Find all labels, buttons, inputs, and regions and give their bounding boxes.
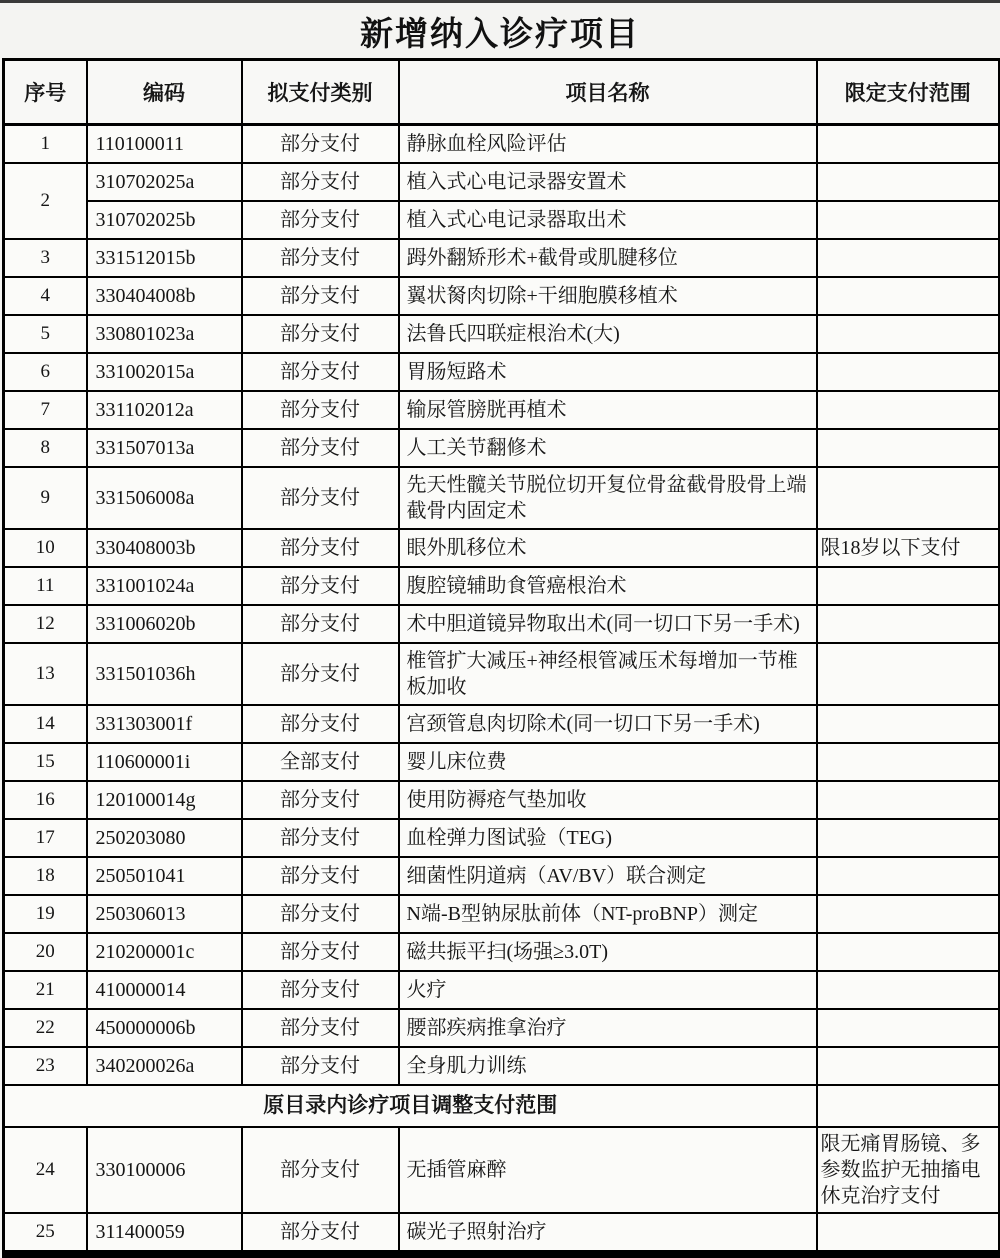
item-name-cell: 腰部疾病推拿治疗 (399, 1009, 817, 1047)
item-name-cell: 先天性髋关节脱位切开复位骨盆截骨股骨上端截骨内固定术 (399, 467, 817, 529)
payment-scope-cell (817, 277, 1000, 315)
treatment-items-table (2, 58, 1000, 1258)
payment-scope-cell (817, 895, 1000, 933)
pay-category-cell: 全部支付 (242, 743, 399, 781)
payment-scope-cell (817, 1085, 1000, 1127)
pay-category-cell: 部分支付 (242, 1047, 399, 1085)
row-number-cell: 13 (4, 643, 87, 705)
table-row (4, 643, 1000, 705)
table-row (4, 467, 1000, 529)
table-row (4, 353, 1000, 391)
col-header-code: 编码 (87, 60, 242, 125)
item-name-cell: 翼状胬肉切除+干细胞膜移植术 (399, 277, 817, 315)
payment-scope-cell (817, 315, 1000, 353)
item-name-cell: 人工关节翻修术 (399, 429, 817, 467)
code-cell: 331501036h (87, 643, 242, 705)
code-cell: 331506008a (87, 467, 242, 529)
code-cell: 331512015b (87, 239, 242, 277)
table-row (4, 567, 1000, 605)
table-row (4, 125, 1000, 164)
pay-category-cell: 部分支付 (242, 1009, 399, 1047)
item-name-cell: 胃肠短路术 (399, 353, 817, 391)
row-number-cell: 22 (4, 1009, 87, 1047)
row-number-cell: 11 (4, 567, 87, 605)
pay-category-cell: 部分支付 (242, 781, 399, 819)
payment-scope-cell (817, 605, 1000, 643)
table-row (4, 1127, 1000, 1213)
table-body (4, 125, 1000, 1255)
col-header-pay-category: 拟支付类别 (242, 60, 399, 125)
row-number-cell: 19 (4, 895, 87, 933)
row-number-cell: 18 (4, 857, 87, 895)
row-number-cell: 7 (4, 391, 87, 429)
code-cell: 110100011 (87, 125, 242, 164)
code-cell: 310702025b (87, 201, 242, 239)
pay-category-cell: 部分支付 (242, 239, 399, 277)
col-header-serial-number: 序号 (4, 60, 87, 125)
row-number-cell: 6 (4, 353, 87, 391)
code-cell: 250203080 (87, 819, 242, 857)
item-name-cell: 静脉血栓风险评估 (399, 125, 817, 164)
code-cell: 330404008b (87, 277, 242, 315)
table-row (4, 277, 1000, 315)
row-number-cell: 9 (4, 467, 87, 529)
table-row (4, 743, 1000, 781)
payment-scope-cell (817, 353, 1000, 391)
payment-scope-cell (817, 201, 1000, 239)
table-row (4, 857, 1000, 895)
row-number-cell: 1 (4, 125, 87, 164)
pay-category-cell: 部分支付 (242, 1213, 399, 1254)
row-number-cell: 2 (4, 163, 87, 239)
table-row (4, 163, 1000, 201)
item-name-cell: 法鲁氏四联症根治术(大) (399, 315, 817, 353)
payment-scope-cell (817, 239, 1000, 277)
item-name-cell: 使用防褥疮气垫加收 (399, 781, 817, 819)
item-name-cell: 婴儿床位费 (399, 743, 817, 781)
item-name-cell: 全身肌力训练 (399, 1047, 817, 1085)
pay-category-cell: 部分支付 (242, 125, 399, 164)
item-name-cell: 细菌性阴道病（AV/BV）联合测定 (399, 857, 817, 895)
section-header-cell: 原目录内诊疗项目调整支付范围 (4, 1085, 817, 1127)
code-cell: 120100014g (87, 781, 242, 819)
pay-category-cell: 部分支付 (242, 605, 399, 643)
payment-scope-cell (817, 163, 1000, 201)
item-name-cell: 无插管麻醉 (399, 1127, 817, 1213)
row-number-cell: 21 (4, 971, 87, 1009)
code-cell: 340200026a (87, 1047, 242, 1085)
item-name-cell: 碳光子照射治疗 (399, 1213, 817, 1254)
code-cell: 330100006 (87, 1127, 242, 1213)
pay-category-cell: 部分支付 (242, 277, 399, 315)
row-number-cell: 5 (4, 315, 87, 353)
pay-category-cell: 部分支付 (242, 163, 399, 201)
pay-category-cell: 部分支付 (242, 429, 399, 467)
col-header-item-name: 项目名称 (399, 60, 817, 125)
table-row (4, 705, 1000, 743)
pay-category-cell: 部分支付 (242, 315, 399, 353)
table-row (4, 529, 1000, 567)
table-row (4, 781, 1000, 819)
payment-scope-cell (817, 971, 1000, 1009)
table-row (4, 605, 1000, 643)
row-number-cell: 16 (4, 781, 87, 819)
code-cell: 310702025a (87, 163, 242, 201)
item-name-cell: 眼外肌移位术 (399, 529, 817, 567)
payment-scope-cell (817, 819, 1000, 857)
row-number-cell: 14 (4, 705, 87, 743)
item-name-cell: 植入式心电记录器安置术 (399, 163, 817, 201)
table-row (4, 391, 1000, 429)
payment-scope-cell (817, 781, 1000, 819)
pay-category-cell: 部分支付 (242, 705, 399, 743)
row-number-cell: 12 (4, 605, 87, 643)
table-row (4, 819, 1000, 857)
payment-scope-cell (817, 391, 1000, 429)
table-row (4, 933, 1000, 971)
payment-scope-cell (817, 1009, 1000, 1047)
pay-category-cell: 部分支付 (242, 895, 399, 933)
payment-scope-cell (817, 1047, 1000, 1085)
row-number-cell: 8 (4, 429, 87, 467)
row-number-cell: 25 (4, 1213, 87, 1254)
section-header-row (4, 1085, 1000, 1127)
payment-scope-cell (817, 743, 1000, 781)
pay-category-cell: 部分支付 (242, 1127, 399, 1213)
row-number-cell: 20 (4, 933, 87, 971)
code-cell: 331006020b (87, 605, 242, 643)
payment-scope-cell: 限18岁以下支付 (817, 529, 1000, 567)
table-row (4, 971, 1000, 1009)
code-cell: 330408003b (87, 529, 242, 567)
pay-category-cell: 部分支付 (242, 529, 399, 567)
pay-category-cell: 部分支付 (242, 201, 399, 239)
item-name-cell: 𧿹外翻矫形术+截骨或肌腱移位 (399, 239, 817, 277)
code-cell: 250501041 (87, 857, 242, 895)
table-row (4, 201, 1000, 239)
code-cell: 331102012a (87, 391, 242, 429)
pay-category-cell: 部分支付 (242, 643, 399, 705)
table-row (4, 1009, 1000, 1047)
pay-category-cell: 部分支付 (242, 467, 399, 529)
code-cell: 110600001i (87, 743, 242, 781)
payment-scope-cell (817, 567, 1000, 605)
row-number-cell: 10 (4, 529, 87, 567)
pay-category-cell: 部分支付 (242, 971, 399, 1009)
pay-category-cell: 部分支付 (242, 933, 399, 971)
code-cell: 210200001c (87, 933, 242, 971)
pay-category-cell: 部分支付 (242, 567, 399, 605)
code-cell: 331303001f (87, 705, 242, 743)
table-row (4, 1213, 1000, 1254)
item-name-cell: 磁共振平扫(场强≥3.0T) (399, 933, 817, 971)
payment-scope-cell (817, 467, 1000, 529)
payment-scope-cell (817, 125, 1000, 164)
payment-scope-cell (817, 429, 1000, 467)
page-title: 新增纳入诊疗项目 (360, 17, 640, 53)
table-row (4, 239, 1000, 277)
code-cell: 311400059 (87, 1213, 242, 1254)
row-number-cell: 3 (4, 239, 87, 277)
payment-scope-cell (817, 857, 1000, 895)
table-header-row (4, 60, 1000, 125)
table-row (4, 895, 1000, 933)
payment-scope-cell: 限无痛胃肠镜、多参数监护无抽搐电休克治疗支付 (817, 1127, 1000, 1213)
table-row (4, 315, 1000, 353)
item-name-cell: N端-B型钠尿肽前体（NT-proBNP）测定 (399, 895, 817, 933)
item-name-cell: 火疗 (399, 971, 817, 1009)
item-name-cell: 血栓弹力图试验（TEG) (399, 819, 817, 857)
code-cell: 331507013a (87, 429, 242, 467)
code-cell: 331002015a (87, 353, 242, 391)
item-name-cell: 腹腔镜辅助食管癌根治术 (399, 567, 817, 605)
item-name-cell: 椎管扩大减压+神经根管减压术每增加一节椎板加收 (399, 643, 817, 705)
code-cell: 331001024a (87, 567, 242, 605)
payment-scope-cell (817, 643, 1000, 705)
pay-category-cell: 部分支付 (242, 819, 399, 857)
col-header-payment-scope: 限定支付范围 (817, 60, 1000, 125)
item-name-cell: 术中胆道镜异物取出术(同一切口下另一手术) (399, 605, 817, 643)
table-row (4, 429, 1000, 467)
pay-category-cell: 部分支付 (242, 857, 399, 895)
code-cell: 450000006b (87, 1009, 242, 1047)
item-name-cell: 宫颈管息肉切除术(同一切口下另一手术) (399, 705, 817, 743)
item-name-cell: 植入式心电记录器取出术 (399, 201, 817, 239)
row-number-cell: 23 (4, 1047, 87, 1085)
table-row (4, 1047, 1000, 1085)
code-cell: 330801023a (87, 315, 242, 353)
payment-scope-cell (817, 933, 1000, 971)
row-number-cell: 4 (4, 277, 87, 315)
code-cell: 410000014 (87, 971, 242, 1009)
pay-category-cell: 部分支付 (242, 391, 399, 429)
row-number-cell: 17 (4, 819, 87, 857)
payment-scope-cell (817, 1213, 1000, 1254)
payment-scope-cell (817, 705, 1000, 743)
code-cell: 250306013 (87, 895, 242, 933)
row-number-cell: 24 (4, 1127, 87, 1213)
item-name-cell: 输尿管膀胱再植术 (399, 391, 817, 429)
row-number-cell: 15 (4, 743, 87, 781)
pay-category-cell: 部分支付 (242, 353, 399, 391)
